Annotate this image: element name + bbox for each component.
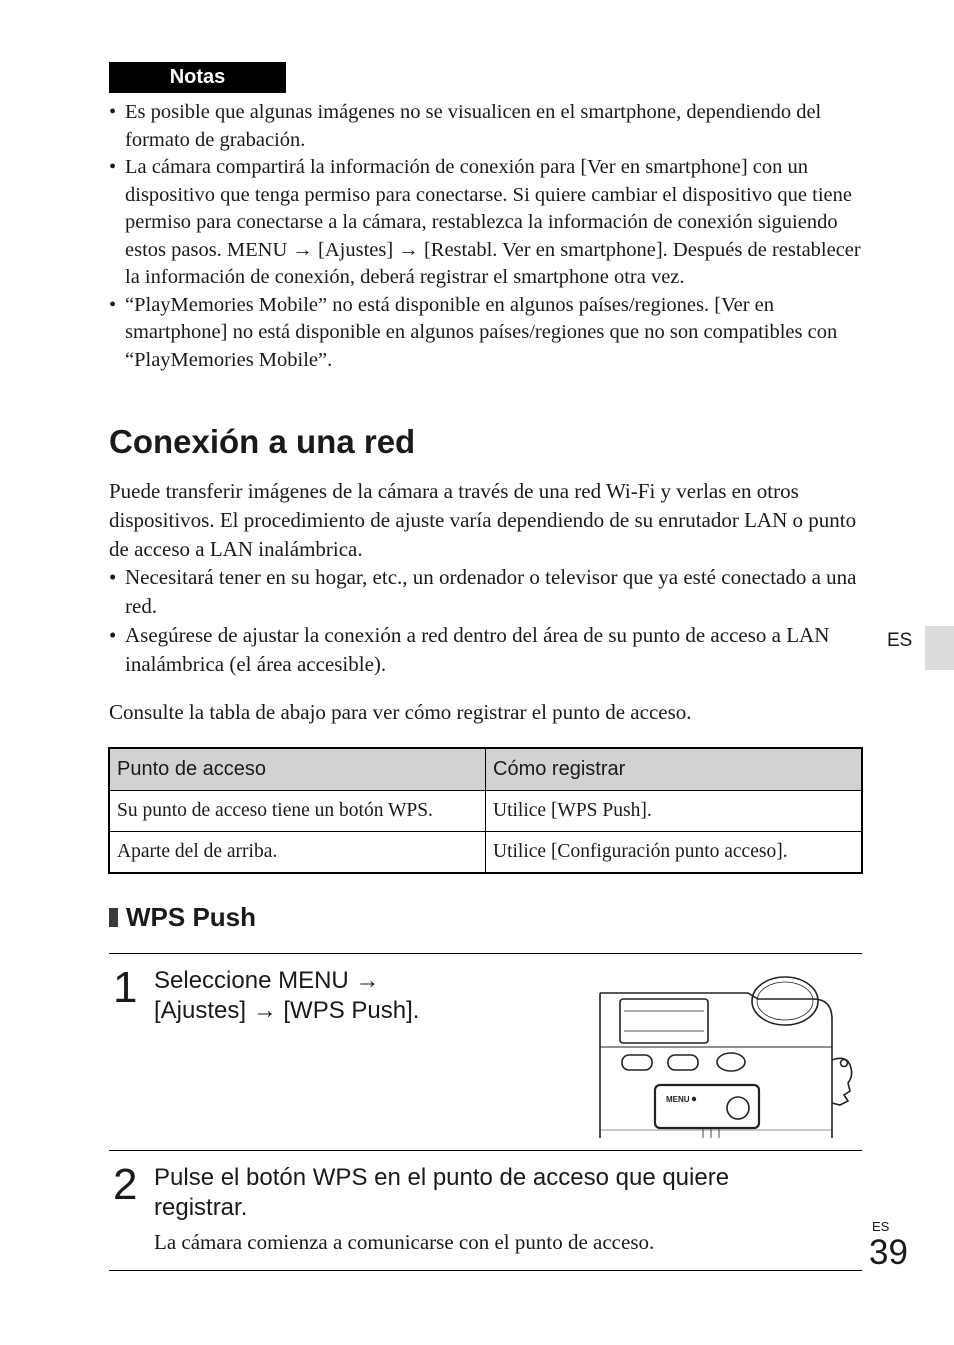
section-title: Conexión a una red (109, 423, 416, 460)
step-line: [Ajustes] → [WPS Push]. (154, 997, 420, 1024)
mode-dial-icon (752, 977, 818, 1025)
requirement-item: • Asegúrese de ajustar la conexión a red dentro del área de su punto de acceso a LAN inalámbrica (el área accesible). (109, 621, 869, 679)
camera-illustration (598, 975, 863, 1138)
camera-button (668, 1055, 698, 1070)
camera-top-panel (620, 999, 708, 1043)
wps-heading (109, 900, 256, 934)
table-header-row (109, 748, 862, 791)
page-number: 39 (869, 1233, 908, 1272)
notes-list (109, 99, 869, 374)
table-cell: Aparte del de arriba. (109, 832, 486, 874)
step-instruction (154, 1163, 729, 1223)
note-item: • “PlayMemories Mobile” no está disponible en algunos países/regiones. [Ver en smartphone] no está disponible en algunos países/regiones que no son compatibles con “PlayMemories Mobile”. (109, 292, 869, 375)
requirement-item: • Necesitará tener en su hogar, etc., un ordenador o televisor que ya esté conectado a una red. (109, 563, 869, 621)
step-instruction (154, 966, 419, 1026)
menu-button-highlight (655, 1085, 759, 1128)
page-language: ES (872, 1219, 890, 1234)
camera-body-outline (600, 993, 832, 1138)
section-marker-icon (109, 908, 118, 927)
menu-button-label: MENU (666, 1095, 690, 1104)
step-line: Seleccione MENU → (154, 967, 380, 994)
step-number: 1 (113, 963, 138, 1012)
table-row (109, 832, 862, 874)
table-cell: Su punto de acceso tiene un botón WPS. (109, 791, 486, 832)
table-header-cell: Cómo registrar (486, 748, 863, 791)
notes-badge: Notas (109, 62, 286, 93)
access-point-table (108, 747, 863, 874)
wps-heading-label: WPS Push (126, 902, 257, 932)
step-divider (109, 1150, 862, 1151)
step-line: Pulse el botón WPS en el punto de acceso que quiere (154, 1164, 730, 1191)
table-cell: Utilice [WPS Push]. (486, 791, 863, 832)
step-number: 2 (113, 1160, 138, 1209)
step-divider (109, 953, 862, 954)
step-divider (109, 1270, 862, 1271)
language-side-label: ES (887, 630, 913, 651)
note-item: • La cámara compartirá la información de conexión para [Ver en smartphone] con un dispositivo que tenga permiso para conectarse. Si quiere cambiar el dispositivo que tiene permiso para conectarse a la cámara, restablezca la información de conexión siguiendo estos pasos. MENU → [Ajustes] → [Restabl. Ver en smartphone]. Después de restablecer la información de conexión, deberá registrar el smartphone otra vez. (109, 154, 869, 292)
consult-text: Consulte la tabla de abajo para ver cómo registrar el punto de acceso. (109, 700, 692, 724)
requirements-list (109, 563, 869, 679)
step-note: La cámara comienza a comunicarse con el punto de acceso. (154, 1230, 655, 1254)
note-item: • Es posible que algunas imágenes no se visualicen en el smartphone, dependiendo del formato de grabación. (109, 99, 869, 154)
intro-paragraph: Puede transferir imágenes de la cámara a través de una red Wi-Fi y verlas en otros dispositivos. El procedimiento de ajuste varía dependiendo de su enrutador LAN o punto de acceso a LAN inalámbrica. (109, 479, 857, 561)
table-cell: Utilice [Configuración punto acceso]. (486, 832, 863, 874)
camera-button (717, 1053, 745, 1071)
table-header-cell: Punto de acceso (109, 748, 486, 791)
camera-button (622, 1055, 652, 1070)
language-side-tab (925, 626, 954, 670)
table-row (109, 791, 862, 832)
step-line: registrar. (154, 1194, 248, 1221)
menu-button-icon (727, 1097, 749, 1119)
